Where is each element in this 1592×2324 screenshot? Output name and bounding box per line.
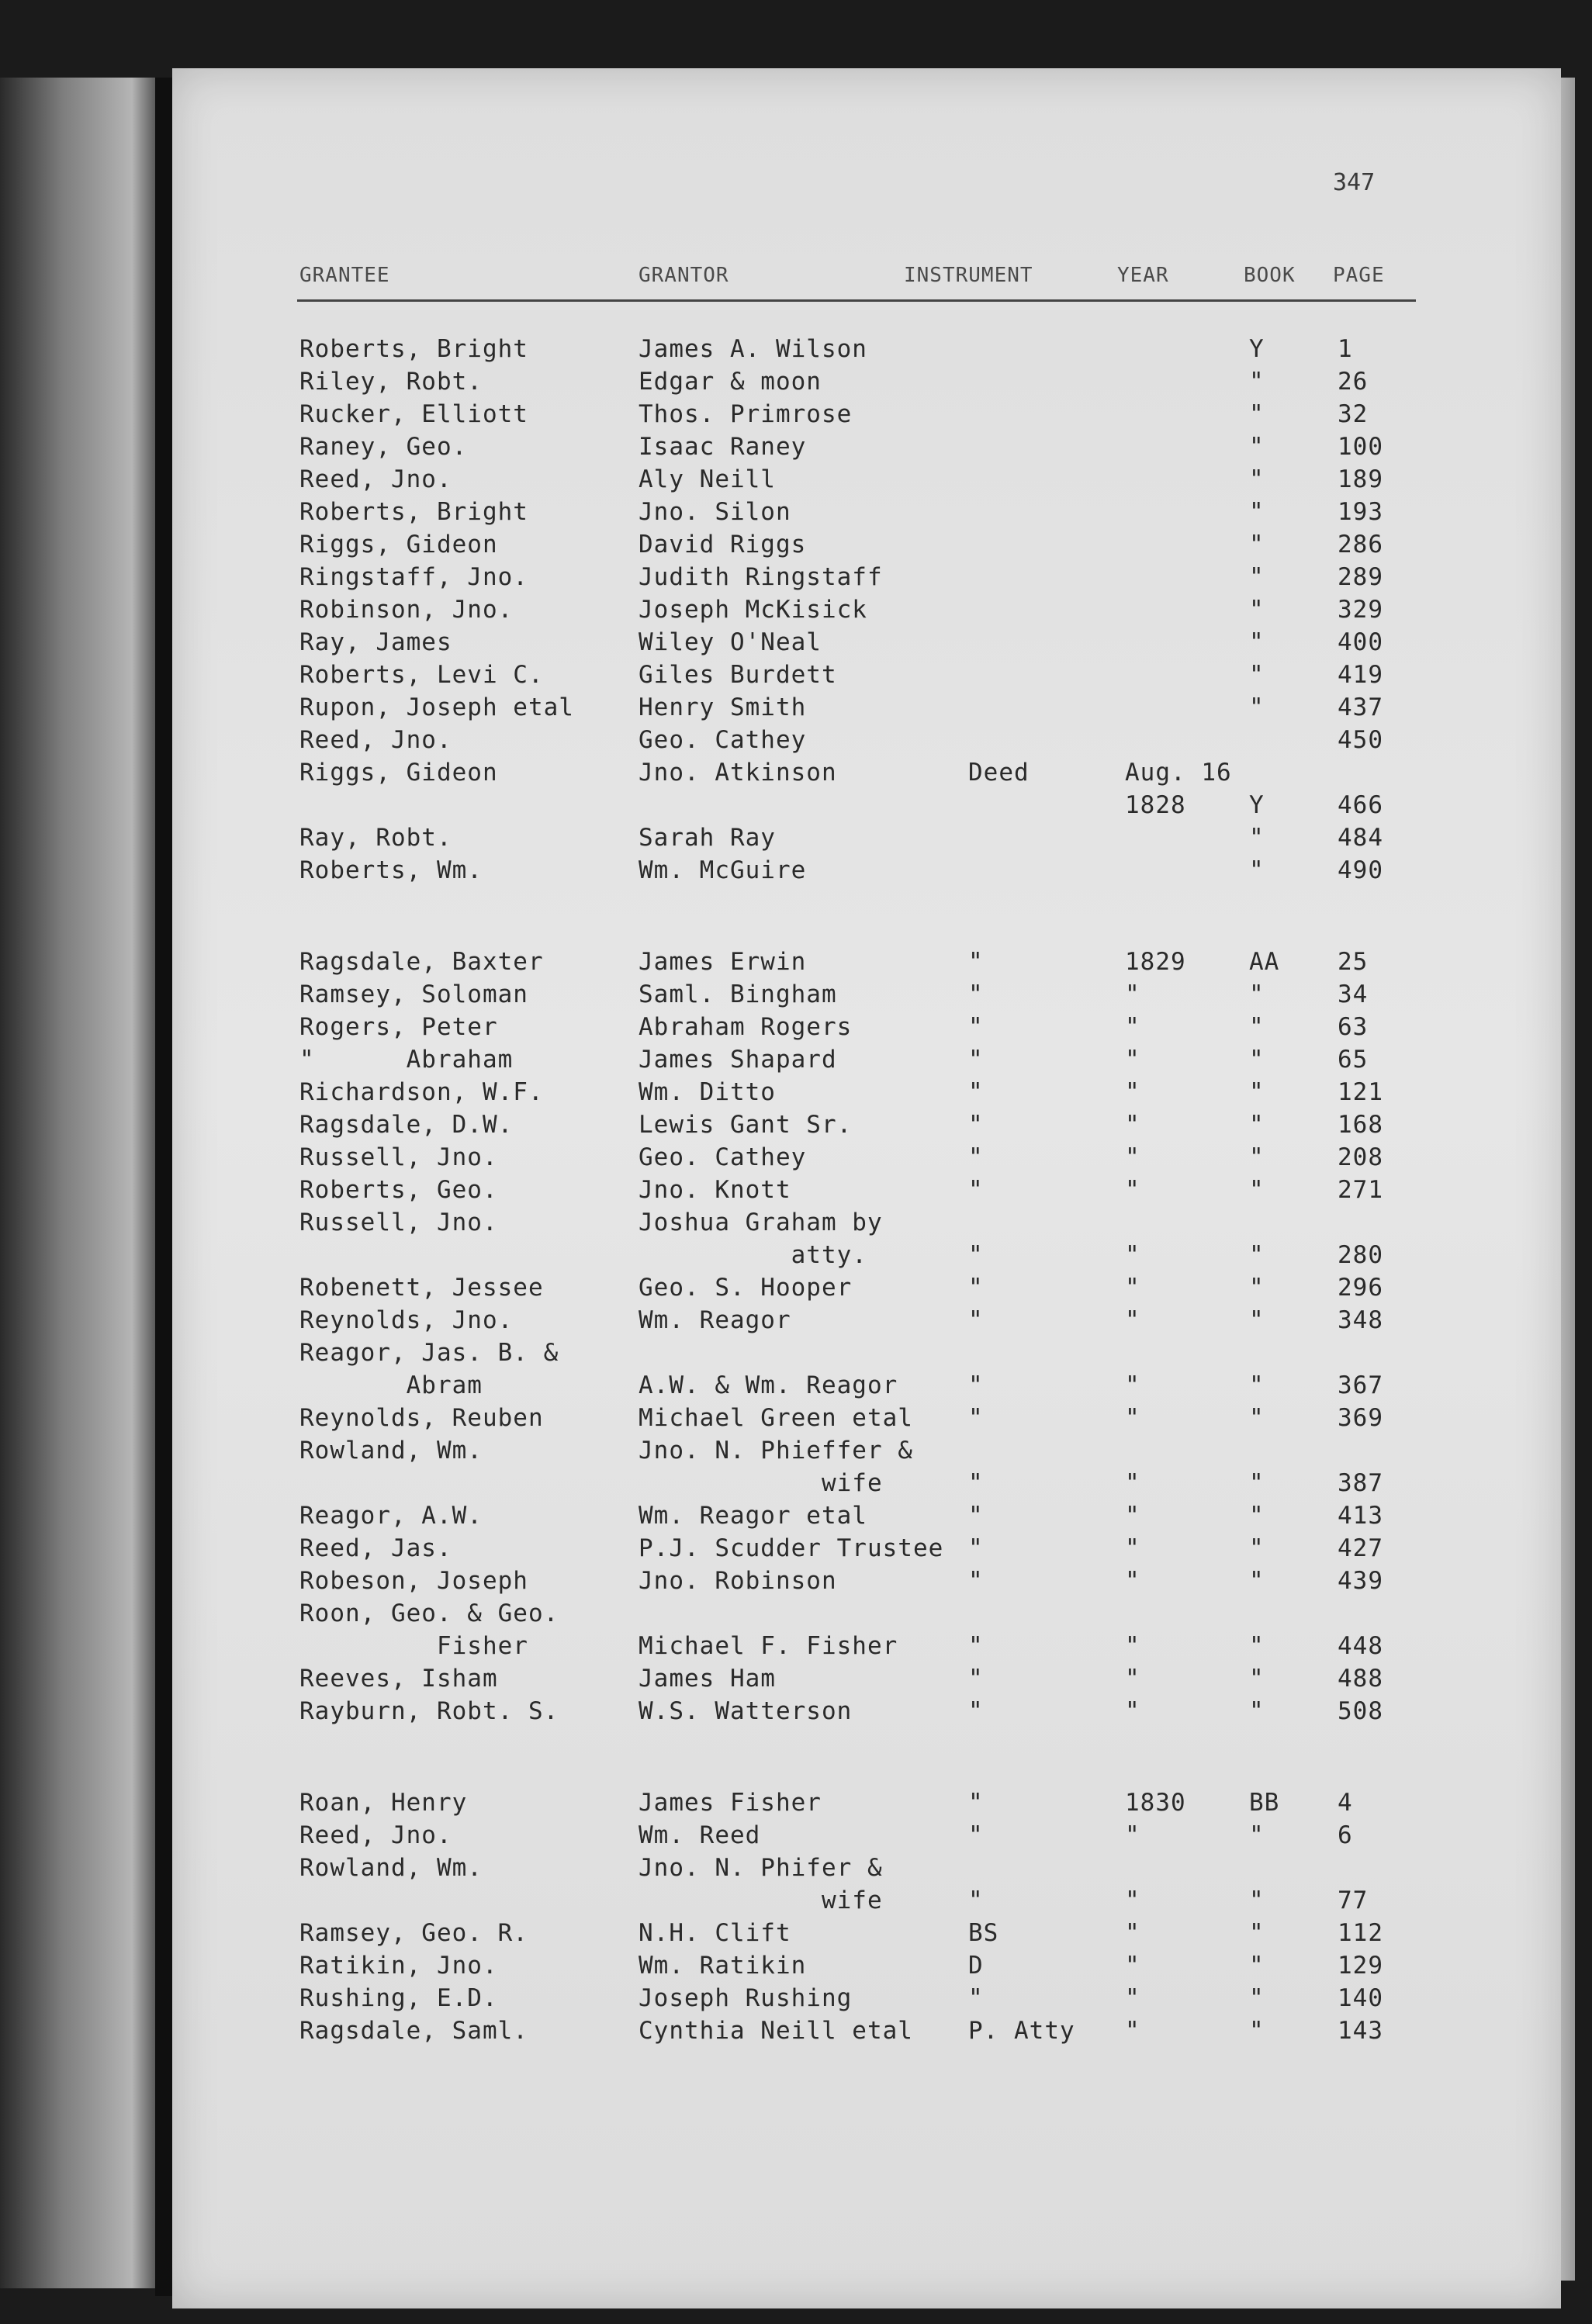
row-27-book: " xyxy=(1249,1274,1265,1302)
row-1-grantor: Edgar & moon xyxy=(639,368,822,396)
row-48-year: " xyxy=(1125,2017,1140,2045)
row-44-instrument: " xyxy=(968,1887,984,1914)
row-45-page: 112 xyxy=(1338,1919,1383,1947)
row-46-year: " xyxy=(1125,1952,1140,1980)
row-33-book: " xyxy=(1249,1469,1265,1497)
row-20-year: " xyxy=(1125,1046,1140,1074)
row-44-book: " xyxy=(1249,1887,1265,1914)
row-1-page: 26 xyxy=(1338,368,1369,396)
row-13-instrument: Deed xyxy=(968,759,1030,787)
row-35-grantee: Reed, Jas. xyxy=(299,1534,452,1562)
row-6-grantor: David Riggs xyxy=(639,531,807,559)
row-46-grantor: Wm. Ratikin xyxy=(639,1952,807,1980)
row-18-book: " xyxy=(1249,980,1265,1008)
row-18-grantor: Saml. Bingham xyxy=(639,980,837,1008)
row-10-grantee: Roberts, Levi C. xyxy=(299,661,544,689)
row-42-grantee: Reed, Jno. xyxy=(299,1821,452,1849)
row-48-grantee: Ragsdale, Saml. xyxy=(299,2017,528,2045)
row-27-year: " xyxy=(1125,1274,1140,1302)
row-44-year: " xyxy=(1125,1887,1140,1914)
row-36-page: 439 xyxy=(1338,1567,1383,1595)
row-20-book: " xyxy=(1249,1046,1265,1074)
row-28-grantor: Wm. Reagor xyxy=(639,1306,791,1334)
row-25-grantor: Joshua Graham by xyxy=(639,1209,883,1236)
row-21-page: 121 xyxy=(1338,1078,1383,1106)
row-20-grantor: James Shapard xyxy=(639,1046,837,1074)
row-39-year: " xyxy=(1125,1665,1140,1693)
row-36-book: " xyxy=(1249,1567,1265,1595)
row-0-page: 1 xyxy=(1338,335,1353,363)
row-36-grantor: Jno. Robinson xyxy=(639,1567,837,1595)
row-22-grantor: Lewis Gant Sr. xyxy=(639,1111,853,1139)
row-5-grantor: Jno. Silon xyxy=(639,498,791,526)
row-19-grantor: Abraham Rogers xyxy=(639,1013,853,1041)
row-40-instrument: " xyxy=(968,1697,984,1725)
row-23-page: 208 xyxy=(1338,1143,1383,1171)
header-instrument: INSTRUMENT xyxy=(904,264,1033,287)
row-3-book: " xyxy=(1249,433,1265,461)
row-6-book: " xyxy=(1249,531,1265,559)
row-17-instrument: " xyxy=(968,948,984,976)
row-5-book: " xyxy=(1249,498,1265,526)
row-0-grantor: James A. Wilson xyxy=(639,335,867,363)
row-48-instrument: P. Atty xyxy=(968,2017,1075,2045)
row-14-year: 1828 xyxy=(1125,791,1186,819)
row-5-page: 193 xyxy=(1338,498,1383,526)
row-10-book: " xyxy=(1249,661,1265,689)
row-15-book: " xyxy=(1249,824,1265,852)
row-42-instrument: " xyxy=(968,1821,984,1849)
row-43-grantee: Rowland, Wm. xyxy=(299,1854,483,1882)
row-7-grantee: Ringstaff, Jno. xyxy=(299,563,528,591)
row-7-page: 289 xyxy=(1338,563,1383,591)
row-19-instrument: " xyxy=(968,1013,984,1041)
row-2-grantor: Thos. Primrose xyxy=(639,400,853,428)
row-17-year: 1829 xyxy=(1125,948,1186,976)
row-36-grantee: Robeson, Joseph xyxy=(299,1567,528,1595)
row-38-year: " xyxy=(1125,1632,1140,1660)
row-20-grantee: " Abraham xyxy=(299,1046,514,1074)
row-19-page: 63 xyxy=(1338,1013,1369,1041)
row-30-instrument: " xyxy=(968,1371,984,1399)
row-28-year: " xyxy=(1125,1306,1140,1334)
row-46-grantee: Ratikin, Jno. xyxy=(299,1952,498,1980)
row-28-grantee: Reynolds, Jno. xyxy=(299,1306,514,1334)
row-24-grantor: Jno. Knott xyxy=(639,1176,791,1204)
row-42-grantor: Wm. Reed xyxy=(639,1821,761,1849)
row-12-grantor: Geo. Cathey xyxy=(639,726,807,754)
row-15-grantee: Ray, Robt. xyxy=(299,824,452,852)
row-47-year: " xyxy=(1125,1984,1140,2012)
row-16-grantor: Wm. McGuire xyxy=(639,856,807,884)
row-26-grantor: atty. xyxy=(639,1241,867,1269)
row-24-book: " xyxy=(1249,1176,1265,1204)
row-14-book: Y xyxy=(1249,791,1265,819)
row-9-book: " xyxy=(1249,628,1265,656)
row-44-grantor: wife xyxy=(639,1887,883,1914)
row-0-grantee: Roberts, Bright xyxy=(299,335,528,363)
row-31-year: " xyxy=(1125,1404,1140,1432)
row-38-instrument: " xyxy=(968,1632,984,1660)
row-45-grantor: N.H. Clift xyxy=(639,1919,791,1947)
row-44-page: 77 xyxy=(1338,1887,1369,1914)
row-21-grantor: Wm. Ditto xyxy=(639,1078,776,1106)
row-4-book: " xyxy=(1249,465,1265,493)
row-34-grantor: Wm. Reagor etal xyxy=(639,1502,867,1530)
row-13-year: Aug. 16 xyxy=(1125,759,1232,787)
row-37-grantee: Roon, Geo. & Geo. xyxy=(299,1599,559,1627)
row-35-instrument: " xyxy=(968,1534,984,1562)
header-rule xyxy=(297,299,1416,302)
row-24-page: 271 xyxy=(1338,1176,1383,1204)
row-7-book: " xyxy=(1249,563,1265,591)
row-17-book: AA xyxy=(1249,948,1280,976)
row-11-book: " xyxy=(1249,693,1265,721)
row-32-grantee: Rowland, Wm. xyxy=(299,1437,483,1465)
row-1-grantee: Riley, Robt. xyxy=(299,368,483,396)
row-38-grantor: Michael F. Fisher xyxy=(639,1632,898,1660)
row-31-grantee: Reynolds, Reuben xyxy=(299,1404,544,1432)
row-38-page: 448 xyxy=(1338,1632,1383,1660)
row-33-instrument: " xyxy=(968,1469,984,1497)
row-39-grantee: Reeves, Isham xyxy=(299,1665,498,1693)
row-16-page: 490 xyxy=(1338,856,1383,884)
row-14-page: 466 xyxy=(1338,791,1383,819)
row-12-page: 450 xyxy=(1338,726,1383,754)
row-47-grantor: Joseph Rushing xyxy=(639,1984,853,2012)
row-11-grantee: Rupon, Joseph etal xyxy=(299,693,574,721)
row-26-page: 280 xyxy=(1338,1241,1383,1269)
row-19-grantee: Rogers, Peter xyxy=(299,1013,498,1041)
row-18-grantee: Ramsey, Soloman xyxy=(299,980,528,1008)
row-3-grantee: Raney, Geo. xyxy=(299,433,468,461)
row-9-page: 400 xyxy=(1338,628,1383,656)
row-20-page: 65 xyxy=(1338,1046,1369,1074)
row-45-grantee: Ramsey, Geo. R. xyxy=(299,1919,528,1947)
row-23-book: " xyxy=(1249,1143,1265,1171)
row-0-book: Y xyxy=(1249,335,1265,363)
row-47-grantee: Rushing, E.D. xyxy=(299,1984,498,2012)
row-47-book: " xyxy=(1249,1984,1265,2012)
row-4-grantee: Reed, Jno. xyxy=(299,465,452,493)
row-12-grantee: Reed, Jno. xyxy=(299,726,452,754)
row-34-year: " xyxy=(1125,1502,1140,1530)
row-45-book: " xyxy=(1249,1919,1265,1947)
row-30-year: " xyxy=(1125,1371,1140,1399)
row-30-book: " xyxy=(1249,1371,1265,1399)
row-42-book: " xyxy=(1249,1821,1265,1849)
row-21-instrument: " xyxy=(968,1078,984,1106)
row-48-page: 143 xyxy=(1338,2017,1383,2045)
row-46-page: 129 xyxy=(1338,1952,1383,1980)
row-41-year: 1830 xyxy=(1125,1789,1186,1817)
row-40-grantor: W.S. Watterson xyxy=(639,1697,853,1725)
row-43-grantor: Jno. N. Phifer & xyxy=(639,1854,883,1882)
row-17-grantee: Ragsdale, Baxter xyxy=(299,948,544,976)
row-34-page: 413 xyxy=(1338,1502,1383,1530)
row-2-page: 32 xyxy=(1338,400,1369,428)
header-page: PAGE xyxy=(1333,264,1385,287)
row-31-grantor: Michael Green etal xyxy=(639,1404,913,1432)
row-8-grantor: Joseph McKisick xyxy=(639,596,867,624)
header-book: BOOK xyxy=(1244,264,1296,287)
row-11-grantor: Henry Smith xyxy=(639,693,807,721)
row-2-grantee: Rucker, Elliott xyxy=(299,400,528,428)
row-8-grantee: Robinson, Jno. xyxy=(299,596,514,624)
row-41-page: 4 xyxy=(1338,1789,1353,1817)
row-22-book: " xyxy=(1249,1111,1265,1139)
row-23-instrument: " xyxy=(968,1143,984,1171)
row-36-instrument: " xyxy=(968,1567,984,1595)
row-18-year: " xyxy=(1125,980,1140,1008)
row-27-page: 296 xyxy=(1338,1274,1383,1302)
row-33-grantor: wife xyxy=(639,1469,883,1497)
row-27-instrument: " xyxy=(968,1274,984,1302)
row-9-grantee: Ray, James xyxy=(299,628,452,656)
row-7-grantor: Judith Ringstaff xyxy=(639,563,883,591)
row-30-grantor: A.W. & Wm. Reagor xyxy=(639,1371,898,1399)
binder-spine xyxy=(155,78,172,2296)
row-21-grantee: Richardson, W.F. xyxy=(299,1078,544,1106)
row-45-year: " xyxy=(1125,1919,1140,1947)
row-24-grantee: Roberts, Geo. xyxy=(299,1176,498,1204)
row-47-instrument: " xyxy=(968,1984,984,2012)
header-grantee: GRANTEE xyxy=(299,264,390,287)
row-33-page: 387 xyxy=(1338,1469,1383,1497)
row-3-page: 100 xyxy=(1338,433,1383,461)
row-40-grantee: Rayburn, Robt. S. xyxy=(299,1697,559,1725)
row-31-page: 369 xyxy=(1338,1404,1383,1432)
row-41-grantee: Roan, Henry xyxy=(299,1789,468,1817)
row-5-grantee: Roberts, Bright xyxy=(299,498,528,526)
header-year: YEAR xyxy=(1117,264,1169,287)
row-42-year: " xyxy=(1125,1821,1140,1849)
row-4-grantor: Aly Neill xyxy=(639,465,776,493)
row-28-book: " xyxy=(1249,1306,1265,1334)
row-8-page: 329 xyxy=(1338,596,1383,624)
row-41-grantor: James Fisher xyxy=(639,1789,822,1817)
row-29-grantee: Reagor, Jas. B. & xyxy=(299,1339,559,1367)
row-23-grantee: Russell, Jno. xyxy=(299,1143,498,1171)
row-35-grantor: P.J. Scudder Trustee xyxy=(639,1534,944,1562)
row-33-year: " xyxy=(1125,1469,1140,1497)
row-8-book: " xyxy=(1249,596,1265,624)
row-21-book: " xyxy=(1249,1078,1265,1106)
row-28-page: 348 xyxy=(1338,1306,1383,1334)
row-39-instrument: " xyxy=(968,1665,984,1693)
row-16-book: " xyxy=(1249,856,1265,884)
row-46-book: " xyxy=(1249,1952,1265,1980)
row-17-page: 25 xyxy=(1338,948,1369,976)
row-35-book: " xyxy=(1249,1534,1265,1562)
row-35-year: " xyxy=(1125,1534,1140,1562)
row-30-grantee: Abram xyxy=(299,1371,483,1399)
page-number: 347 xyxy=(1333,169,1376,196)
row-28-instrument: " xyxy=(968,1306,984,1334)
row-36-year: " xyxy=(1125,1567,1140,1595)
row-22-page: 168 xyxy=(1338,1111,1383,1139)
row-24-year: " xyxy=(1125,1176,1140,1204)
row-26-year: " xyxy=(1125,1241,1140,1269)
row-25-grantee: Russell, Jno. xyxy=(299,1209,498,1236)
header-grantor: GRANTOR xyxy=(639,264,729,287)
row-22-grantee: Ragsdale, D.W. xyxy=(299,1111,514,1139)
row-35-page: 427 xyxy=(1338,1534,1383,1562)
row-16-grantee: Roberts, Wm. xyxy=(299,856,483,884)
row-47-page: 140 xyxy=(1338,1984,1383,2012)
row-48-book: " xyxy=(1249,2017,1265,2045)
row-3-grantor: Isaac Raney xyxy=(639,433,807,461)
row-19-year: " xyxy=(1125,1013,1140,1041)
row-40-year: " xyxy=(1125,1697,1140,1725)
row-32-grantor: Jno. N. Phieffer & xyxy=(639,1437,913,1465)
row-10-page: 419 xyxy=(1338,661,1383,689)
row-40-page: 508 xyxy=(1338,1697,1383,1725)
row-9-grantor: Wiley O'Neal xyxy=(639,628,822,656)
row-11-page: 437 xyxy=(1338,693,1383,721)
row-21-year: " xyxy=(1125,1078,1140,1106)
row-13-grantor: Jno. Atkinson xyxy=(639,759,837,787)
row-22-year: " xyxy=(1125,1111,1140,1139)
row-13-grantee: Riggs, Gideon xyxy=(299,759,498,787)
row-23-grantor: Geo. Cathey xyxy=(639,1143,807,1171)
row-38-book: " xyxy=(1249,1632,1265,1660)
underlying-page xyxy=(0,78,155,2288)
row-34-book: " xyxy=(1249,1502,1265,1530)
row-27-grantee: Robenett, Jessee xyxy=(299,1274,544,1302)
row-6-grantee: Riggs, Gideon xyxy=(299,531,498,559)
row-2-book: " xyxy=(1249,400,1265,428)
row-41-book: BB xyxy=(1249,1789,1280,1817)
row-1-book: " xyxy=(1249,368,1265,396)
row-34-instrument: " xyxy=(968,1502,984,1530)
row-18-page: 34 xyxy=(1338,980,1369,1008)
row-34-grantee: Reagor, A.W. xyxy=(299,1502,483,1530)
row-19-book: " xyxy=(1249,1013,1265,1041)
row-18-instrument: " xyxy=(968,980,984,1008)
row-24-instrument: " xyxy=(968,1176,984,1204)
row-15-grantor: Sarah Ray xyxy=(639,824,776,852)
row-39-page: 488 xyxy=(1338,1665,1383,1693)
row-10-grantor: Giles Burdett xyxy=(639,661,837,689)
row-42-page: 6 xyxy=(1338,1821,1353,1849)
row-38-grantee: Fisher xyxy=(299,1632,528,1660)
row-48-grantor: Cynthia Neill etal xyxy=(639,2017,913,2045)
row-23-year: " xyxy=(1125,1143,1140,1171)
row-15-page: 484 xyxy=(1338,824,1383,852)
row-22-instrument: " xyxy=(968,1111,984,1139)
row-26-instrument: " xyxy=(968,1241,984,1269)
row-45-instrument: BS xyxy=(968,1919,999,1947)
row-40-book: " xyxy=(1249,1697,1265,1725)
row-39-grantor: James Ham xyxy=(639,1665,776,1693)
row-27-grantor: Geo. S. Hooper xyxy=(639,1274,853,1302)
row-6-page: 286 xyxy=(1338,531,1383,559)
row-20-instrument: " xyxy=(968,1046,984,1074)
row-46-instrument: D xyxy=(968,1952,984,1980)
row-30-page: 367 xyxy=(1338,1371,1383,1399)
row-17-grantor: James Erwin xyxy=(639,948,807,976)
row-26-book: " xyxy=(1249,1241,1265,1269)
row-39-book: " xyxy=(1249,1665,1265,1693)
row-31-book: " xyxy=(1249,1404,1265,1432)
row-4-page: 189 xyxy=(1338,465,1383,493)
row-31-instrument: " xyxy=(968,1404,984,1432)
row-41-instrument: " xyxy=(968,1789,984,1817)
